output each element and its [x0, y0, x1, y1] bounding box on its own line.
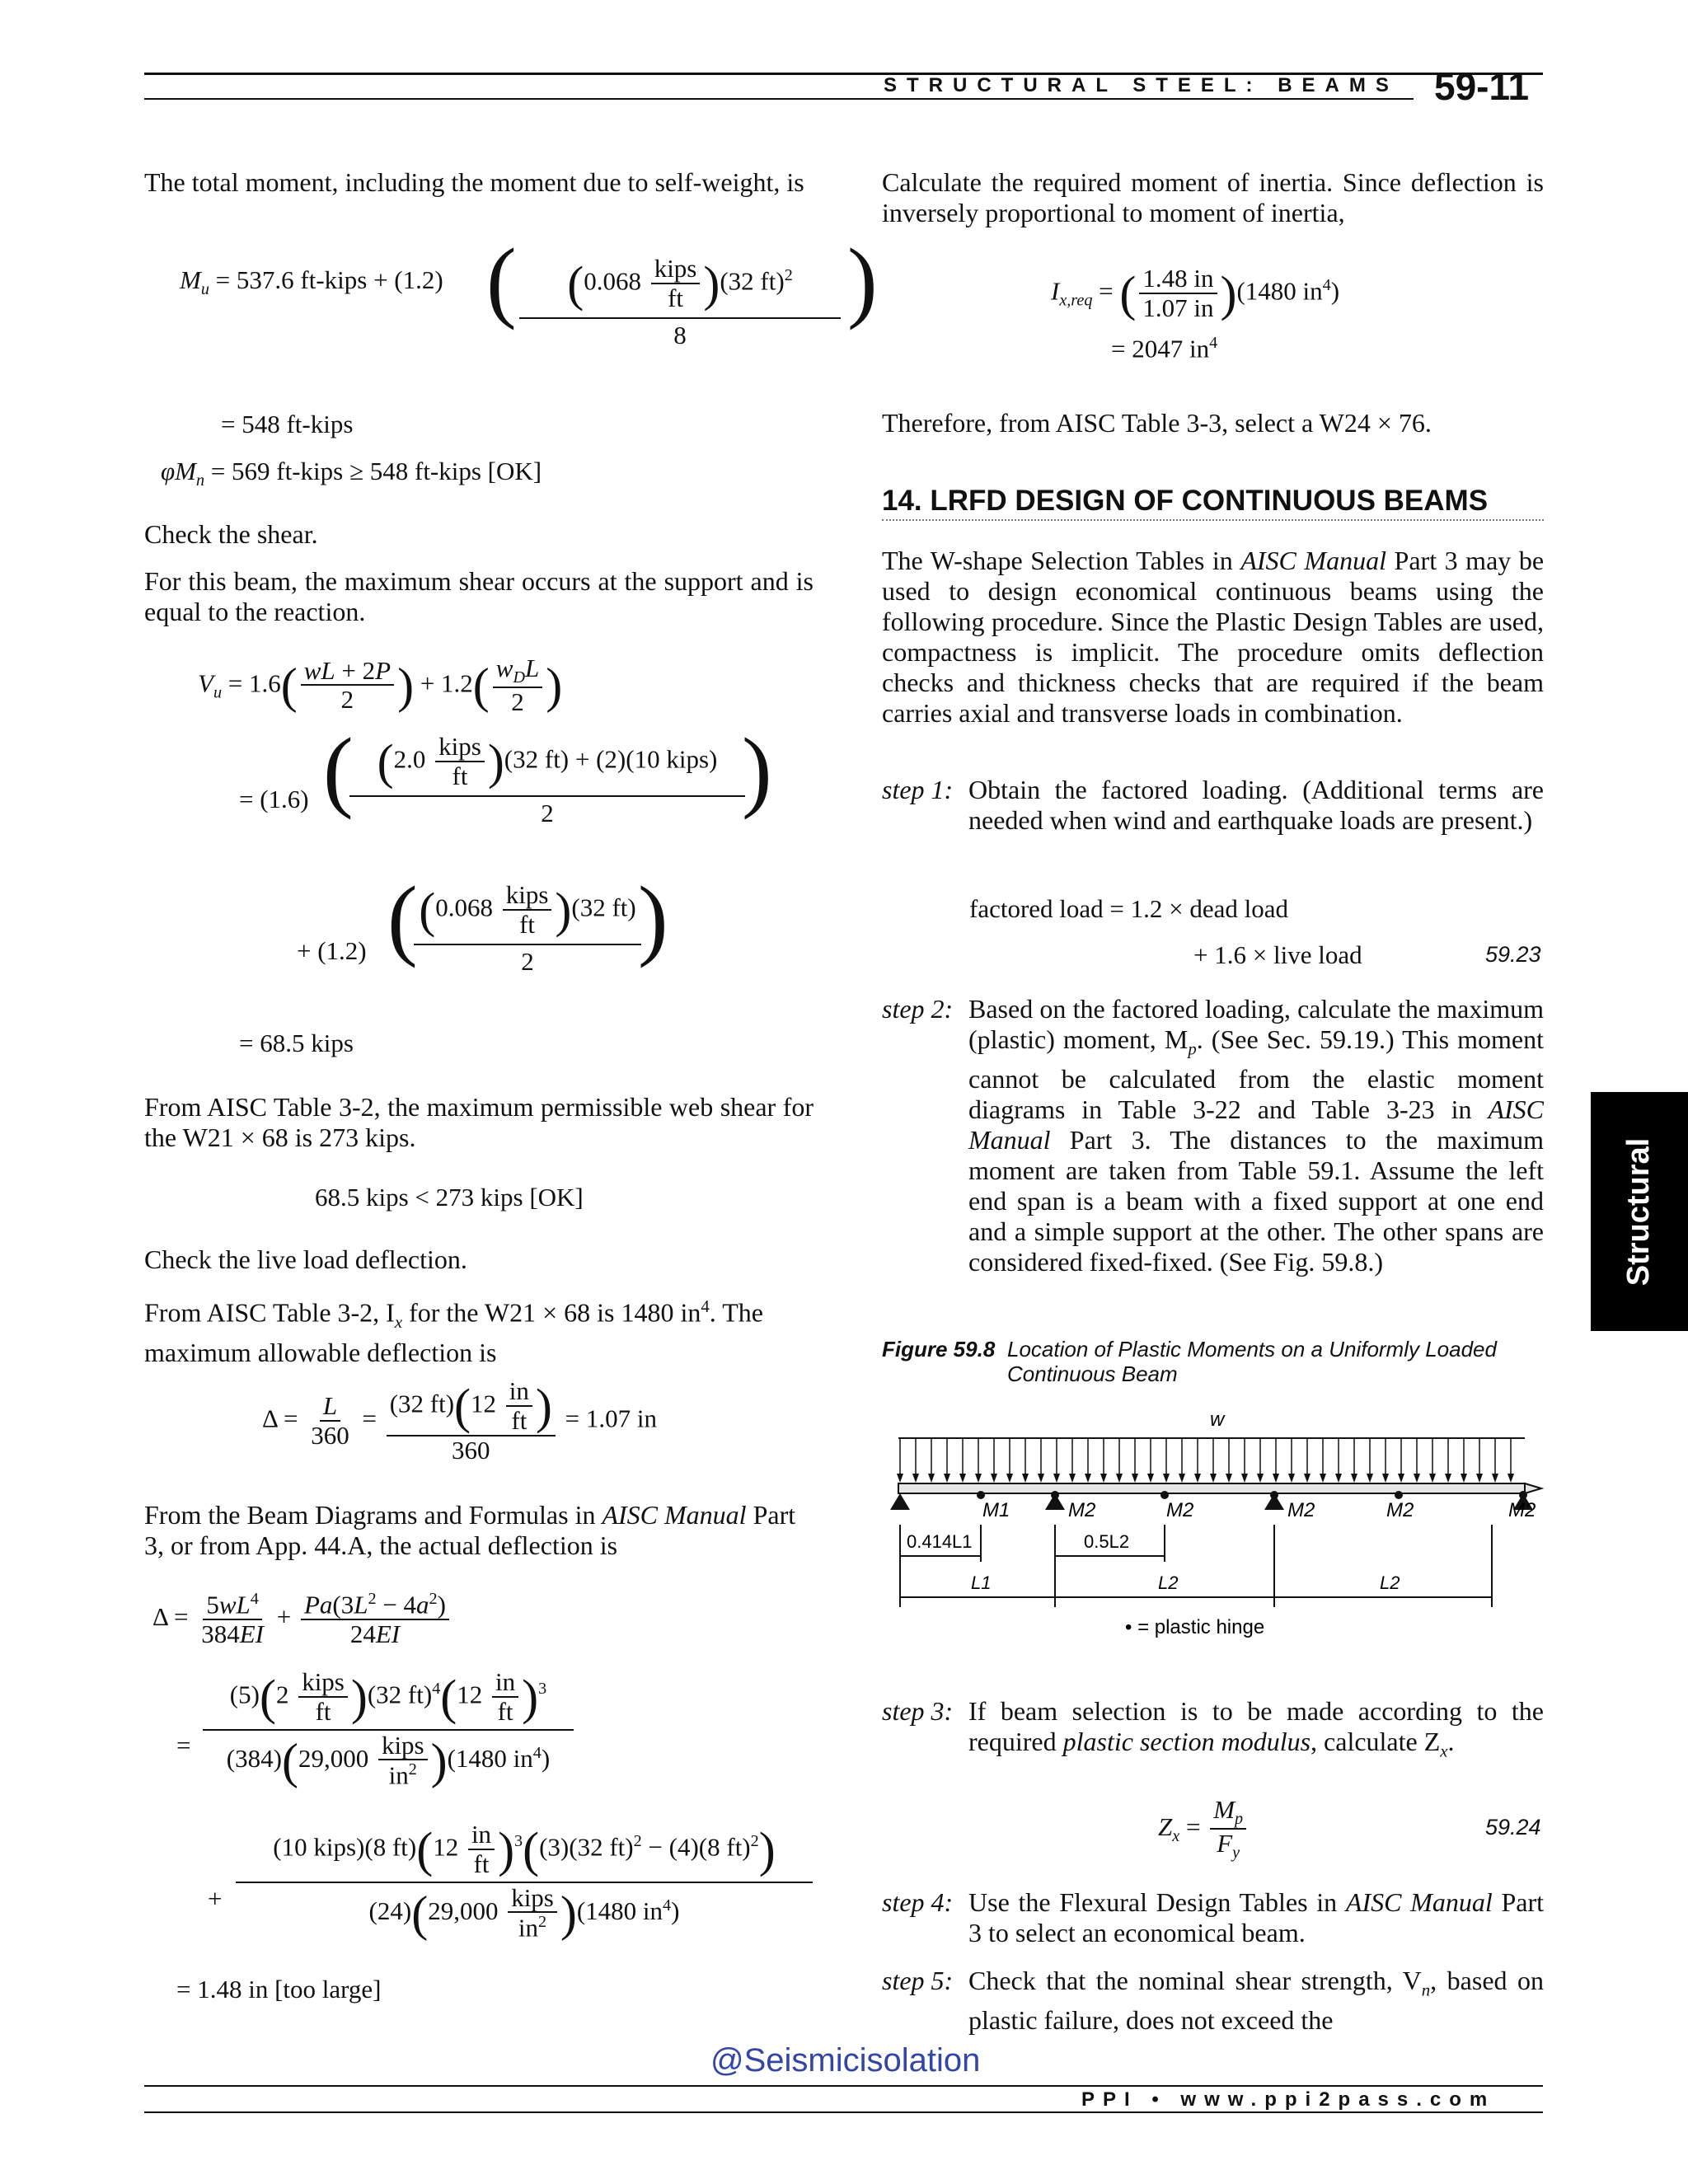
- equation-vu-line2: ( (2.0 $\frac{\text{kips}}{ft}$ )(32 ft) + (2)(10 kips) 2 ): [323, 719, 772, 827]
- load-arrowhead: [928, 1474, 935, 1483]
- header-rule-bottom: [144, 98, 1414, 100]
- step-4-part1: Use the Flexural Design Tables in: [968, 1887, 1346, 1917]
- figure-caption: [882, 1337, 995, 1362]
- load-arrowhead: [1445, 1474, 1451, 1483]
- load-arrowhead: [1257, 1474, 1264, 1483]
- paragraph-shear: For this beam, the maximum shear occurs at the support and is equal to the reaction.: [144, 566, 814, 626]
- equation-vu-result: = 68.5 kips: [239, 1029, 354, 1057]
- load-arrowhead: [1507, 1474, 1514, 1483]
- step-2-text: [968, 994, 1544, 1277]
- ix-part2: for the W21 × 68 is 1480 in: [402, 1297, 701, 1328]
- beam-continuation-icon: [1525, 1483, 1541, 1493]
- step-3-sub: x: [1440, 1741, 1448, 1761]
- step-3-label: step 3:: [882, 1696, 954, 1726]
- figure-caption-label: Figure 59.8: [882, 1337, 996, 1361]
- load-arrowhead: [1429, 1474, 1436, 1483]
- load-arrowhead: [1382, 1474, 1389, 1483]
- step-2-label: step 2:: [882, 994, 954, 1024]
- load-arrowhead: [975, 1474, 982, 1483]
- step-5-part1: Check that the nominal shear strength, V: [968, 1966, 1422, 1995]
- step-5-text: [968, 1966, 1544, 2036]
- step-3-text: [968, 1696, 1544, 1766]
- step-3-italic: plastic section modulus: [1062, 1727, 1311, 1756]
- load-arrowhead: [897, 1474, 903, 1483]
- support-left-icon: [890, 1493, 910, 1510]
- equation-vu-line2-prefix: = (1.6): [239, 785, 309, 813]
- section-dotted-rule: [882, 519, 1544, 521]
- load-arrowhead: [1367, 1474, 1373, 1483]
- moment-label-m1: M1: [982, 1499, 1010, 1521]
- equation-factored-load-2: + 1.6 × live load: [1193, 940, 1362, 969]
- page-number: 59-11: [1434, 65, 1530, 108]
- plastic-hinge-dot: [1519, 1491, 1527, 1499]
- load-arrowhead: [1006, 1474, 1013, 1483]
- load-arrowhead: [1398, 1474, 1404, 1483]
- figure-beam-diagram: [882, 1401, 1550, 1648]
- step-2-part1: Based on the factored loading, calculate the maximum (plastic) moment, M: [968, 994, 1544, 1054]
- footer-rule-top: [144, 2085, 1543, 2087]
- plastic-hinge-dot: [1395, 1491, 1403, 1499]
- load-arrowhead: [1179, 1474, 1185, 1483]
- figure-caption-line1: Location of Plastic Moments on a Uniformly Loaded: [1007, 1337, 1497, 1361]
- load-arrowhead: [1147, 1474, 1154, 1483]
- load-arrowhead: [1022, 1474, 1029, 1483]
- load-arrowhead: [1085, 1474, 1091, 1483]
- w-shape-part2: Part 3 may be used to design economical continuous beams using the following procedure. Since the Plastic Design Tables are used, compactness is implicit. The procedure omits deflection checks and thickness checks that are required if the beam carries axial and transverse loads in combination.: [882, 546, 1545, 728]
- load-arrowhead: [991, 1474, 997, 1483]
- equation-mu-result: = 548 ft-kips: [221, 410, 354, 438]
- side-tab-label: Structural: [1621, 1137, 1657, 1286]
- equation-actual-deflection: Δ = $\frac{5wL^4}{384EI}$ + $\frac{Pa(3L^2 - 4a^2)}{24EI}$: [152, 1591, 452, 1648]
- load-arrowhead: [1335, 1474, 1342, 1483]
- legend-plastic-hinge: • = plastic hinge: [1125, 1616, 1265, 1638]
- step-4-label: step 4:: [882, 1887, 954, 1917]
- span-label-l2: L2: [1158, 1572, 1179, 1593]
- load-arrowhead: [1226, 1474, 1232, 1483]
- load-arrowhead: [912, 1474, 919, 1483]
- paragraph-table-3-2: From AISC Table 3-2, the maximum permissible web shear for the W21 × 68 is 273 kips.: [144, 1092, 814, 1152]
- step-5-sub: n: [1421, 1980, 1431, 2000]
- running-title: STRUCTURAL STEEL: BEAMS: [884, 74, 1399, 96]
- watermark: @Seismicisolation: [710, 2042, 981, 2079]
- load-arrowhead: [1241, 1474, 1248, 1483]
- load-arrowhead: [1304, 1474, 1311, 1483]
- step-5-label: step 5:: [882, 1966, 954, 1995]
- figure-caption-line2: Continuous Beam: [1007, 1361, 1178, 1386]
- ireq-result-text: = 2047 in: [1111, 334, 1210, 363]
- step-4-text: [968, 1887, 1544, 1948]
- equation-number-59-23: 59.23: [1485, 942, 1541, 967]
- paragraph-ix: From AISC Table 3-2, $I_x$ for the W21 × 68 is 1480 $in^4$. The maximum allowable deflection is: [144, 1297, 763, 1368]
- load-arrowhead: [1210, 1474, 1217, 1483]
- load-arrowhead: [1163, 1474, 1170, 1483]
- load-arrowhead: [1116, 1474, 1123, 1483]
- paragraph-required-moment-of-inertia: Calculate the required moment of inertia. Since deflection is inversely proportional to moment of inertia,: [882, 167, 1544, 227]
- load-arrowhead: [1288, 1474, 1295, 1483]
- phimn-symbol: φM: [161, 457, 196, 485]
- paragraph-check-live-load: Check the live load deflection.: [144, 1244, 467, 1274]
- step-5-part2: , based on plastic failure, does not exceed the: [968, 1966, 1545, 2036]
- paragraph-beam-diagrams: [144, 1500, 814, 1561]
- step-2-italic: AISC Manual: [968, 1094, 1544, 1155]
- plastic-hinge-dot: [1160, 1491, 1169, 1499]
- moment-label-m2: M2: [1386, 1499, 1414, 1521]
- beam-diag-italic: AISC Manual: [602, 1500, 747, 1530]
- distributed-load-arrows: [897, 1438, 1525, 1483]
- step-2-sub: p: [1188, 1039, 1197, 1059]
- equation-vu: $V_u = 1.6$( $\frac{wL + 2P}{2}$ ) + 1.2( $\frac{w_DL}{2}$ ): [198, 654, 563, 717]
- equation-deflection-plus: +: [208, 1884, 223, 1913]
- equation-allowable-deflection: Δ = $\frac{L}{360}$ = (32 ft)(12 $\frac{in}{ft}$ ) 360 = 1.07 in: [262, 1376, 657, 1465]
- w-shape-italic: AISC Manual: [1240, 546, 1386, 575]
- load-arrowhead: [1053, 1474, 1060, 1483]
- load-arrowhead: [959, 1474, 966, 1483]
- load-arrowhead: [1492, 1474, 1498, 1483]
- ix-part3: . The maximum allowable deflection is: [144, 1297, 763, 1368]
- moment-label-m2: M2: [1287, 1499, 1315, 1521]
- equation-ireq: $I_{x,req}$ = ( $\frac{1.48 in}{1.07 in}$ )(1480 $in^4$): [1051, 264, 1340, 322]
- beam-member: [898, 1483, 1525, 1493]
- step-1-label: step 1:: [882, 775, 954, 804]
- equation-vu-line3-prefix: + (1.2): [297, 936, 367, 965]
- section-title: 14. LRFD DESIGN OF CONTINUOUS BEAMS: [882, 485, 1489, 517]
- load-arrowhead: [1414, 1474, 1420, 1483]
- step-3-part3: .: [1447, 1727, 1455, 1756]
- span-label-l1: L1: [971, 1572, 992, 1593]
- equation-mu: $M_u = 537.6$ ft-kips + (1.2): [180, 265, 443, 299]
- load-label: w: [1210, 1408, 1225, 1431]
- load-arrowhead: [1273, 1474, 1279, 1483]
- plastic-hinge-dot: [977, 1491, 985, 1499]
- equation-ireq-result: = 2047 $in^4$: [1111, 334, 1218, 363]
- step-3-part2: , calculate Z: [1311, 1727, 1441, 1756]
- footer-publisher: PPI • www.ppi2pass.com: [1081, 2088, 1496, 2111]
- step-4-part2: Part 3 to select an economical beam.: [968, 1887, 1545, 1947]
- beam-diag-part2: Part 3, or from App. 44.A, the actual deflection is: [144, 1500, 796, 1560]
- paragraph-select-w24: Therefore, from AISC Table 3-3, select a W24 × 76.: [882, 408, 1432, 438]
- plastic-hinge-dot: [1270, 1491, 1278, 1499]
- dim-label-b: 0.5L2: [1084, 1531, 1130, 1552]
- step-2-part2: . (See Sec. 59.19.) This moment cannot be calculated from the elastic moment diagrams in Table 3-22 and Table 3-23 in: [968, 1024, 1545, 1125]
- span-label-l2: L2: [1380, 1572, 1400, 1593]
- phimn-rest: = 569 ft-kips ≥ 548 ft-kips [OK]: [210, 457, 542, 485]
- paragraph-w-shape: [882, 546, 1544, 729]
- moment-label-m2: M2: [1068, 1499, 1096, 1521]
- equation-deflection-result: = 1.48 in [too large]: [176, 1975, 382, 2004]
- equation-zx: $Z_x$ = $\frac{M_p}{F_y}$: [1158, 1797, 1250, 1863]
- load-arrowhead: [1100, 1474, 1107, 1483]
- load-arrowhead: [944, 1474, 950, 1483]
- dim-label-a: 0.414L1: [907, 1531, 973, 1552]
- section-side-tab: [1591, 1092, 1688, 1331]
- beam-diag-part1: From the Beam Diagrams and Formulas in: [144, 1500, 603, 1530]
- equation-phimn: $\varphi M_n = 569$ ft-kips ≥ 548 ft-kips [OK]: [161, 457, 542, 490]
- plastic-hinge-dot: [1051, 1491, 1059, 1499]
- step-1-text: Obtain the factored loading. (Additional terms are needed when wind and earthquake loads are present.): [968, 775, 1544, 835]
- moment-label-m2: M2: [1166, 1499, 1194, 1521]
- equation-number-59-24: 59.24: [1485, 1815, 1541, 1840]
- equation-factored-load-1: factored load = 1.2 × dead load: [969, 894, 1289, 923]
- step-2-part3: Part 3. The distances to the maximum moment are taken from Table 59.1. Assume the left end span is a beam with a fixed support at one end and a simple support at the other. The other spans are considered fixed-fixed. (See Fig. 59.8.): [968, 1125, 1544, 1277]
- equation-shear-compare: 68.5 kips < 273 kips [OK]: [315, 1183, 584, 1212]
- step-4-italic: AISC Manual: [1345, 1887, 1493, 1917]
- load-arrowhead: [1069, 1474, 1076, 1483]
- load-arrowhead: [1461, 1474, 1467, 1483]
- equation-deflection-term1: (5)(2 $\frac{\text{kips}}{ft}$ )(32 ft)$^4$(12 $\frac{in}{ft}$ )$^3$ (384)(29,000 $\frac{\text{kips}}{in^2}$ )(1480 $in^4$): [203, 1669, 574, 1790]
- load-arrowhead: [1351, 1474, 1357, 1483]
- load-arrowhead: [1320, 1474, 1326, 1483]
- paragraph-total-moment: The total moment, including the moment due to self-weight, is: [144, 167, 804, 197]
- paragraph-check-shear: Check the shear.: [144, 519, 318, 549]
- load-arrowhead: [1476, 1474, 1483, 1483]
- equation-deflection-eq-sign: =: [176, 1731, 191, 1760]
- w-shape-part1: The W-shape Selection Tables in: [882, 546, 1241, 575]
- equation-deflection-term2: (10 kips)(8 ft)(12 $\frac{in}{ft}$ )$^3$((3)(32 ft)$^2$ − (4)(8 ft)$^2$) (24)(29,000 $\frac{\text{kips}}{in^2}$ )(1480 $in^4$): [236, 1821, 813, 1943]
- load-arrowhead: [1132, 1474, 1138, 1483]
- moment-label-m2: M2: [1508, 1499, 1536, 1521]
- load-arrowhead: [1194, 1474, 1201, 1483]
- step-3-part1: If beam selection is to be made according to the required: [968, 1696, 1544, 1756]
- load-arrowhead: [1038, 1474, 1044, 1483]
- footer-rule-bottom: [144, 2111, 1543, 2113]
- equation-vu-line3: ( (0.068 $\frac{\text{kips}}{ft}$ )(32 ft) 2 ): [387, 868, 668, 976]
- ix-part1: From AISC Table 3-2, I: [144, 1297, 395, 1328]
